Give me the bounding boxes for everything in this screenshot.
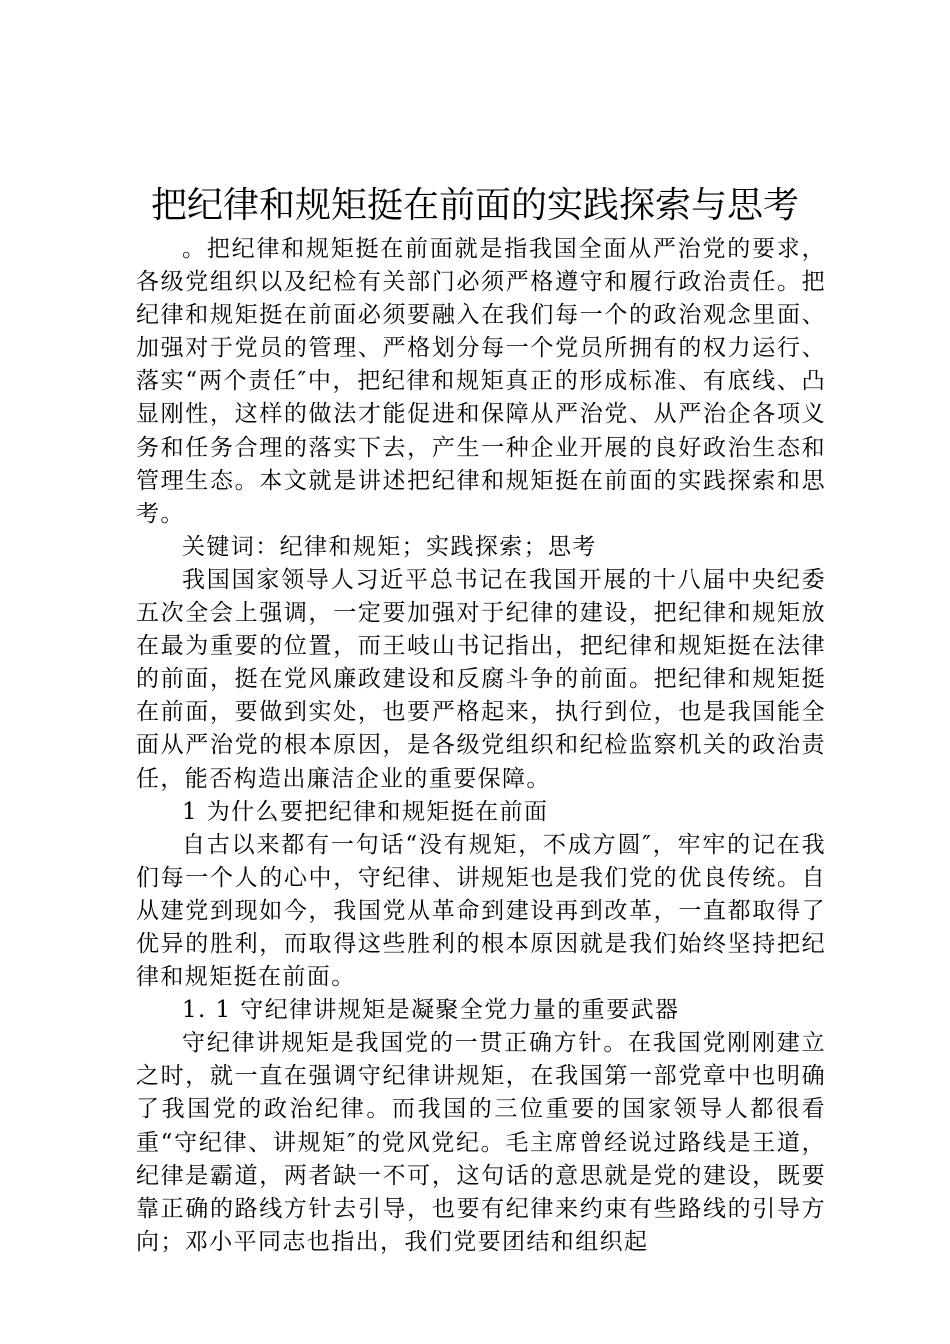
- intro-paragraph: 我国国家领导人习近平总书记在我国开展的十八届中央纪委五次全会上强调，一定要加强对于纪律的建设，把纪律和规矩放在最为重要的位置，而王岐山书记指出，把纪律和规矩挺在法律的前面，挺在党风廉政建设和反腐斗争的前面。把纪律和规矩挺在前面，要做到实处，也要严格起来，执行到位，也是我国能全面从严治党的根本原因，是各级党组织和纪检监察机关的政治责任，能否构造出廉洁企业的重要保障。: [136, 566, 826, 792]
- keywords-paragraph: 关键词：纪律和规矩；实践探索；思考: [182, 533, 597, 560]
- document-title: 把纪律和规矩挺在前面的实践探索与思考: [150, 185, 799, 226]
- document-body: [136, 233, 826, 1259]
- section-1-paragraph: 自古以来都有一句话“没有规矩，不成方圆″，牢牢的记在我们每一个人的心中，守纪律、讲规矩也是我们党的优良传统。自从建党到现如今，我国党从革命到建设再到改革，一直都取得了优异的胜利，而取得这些胜利的根本原因就是我们始终坚持把纪律和规矩挺在前面。: [136, 831, 826, 991]
- section-heading-1-1: 1. 1 守纪律讲规矩是凝聚全党力量的重要武器: [182, 997, 680, 1024]
- section-heading-1: 1 为什么要把纪律和规矩挺在前面: [182, 798, 549, 825]
- section-1-1-paragraph: 守纪律讲规矩是我国党的一贯正确方针。在我国党刚刚建立之时，就一直在强调守纪律讲规矩，在我国第一部党章中也明确了我国党的政治纪律。而我国的三位重要的国家领导人都很看重“守纪律、讲规矩″的党风党纪。毛主席曾经说过路线是王道，纪律是霸道，两者缺一不可，这句话的意思就是党的建设，既要靠正确的路线方针去引导，也要有纪律来约束有些路线的引导方向；邓小平同志也指出，我们党要团结和组织起: [136, 1030, 826, 1255]
- abstract-paragraph: 。把纪律和规矩挺在前面就是指我国全面从严治党的要求，各级党组织以及纪检有关部门必须严格遵守和履行政治责任。把纪律和规矩挺在前面必须要融入在我们每一个的政治观念里面、加强对于党员的管理、严格划分每一个党员所拥有的权力运行、落实“两个责任″中，把纪律和规矩真正的形成标准、有底线、凸显刚性，这样的做法才能促进和保障从严治党、从严治企各项义务和任务合理的落实下去，产生一种企业开展的良好政治生态和管理生态。本文就是讲述把纪律和规矩挺在前面的实践探索和思考。: [136, 236, 826, 527]
